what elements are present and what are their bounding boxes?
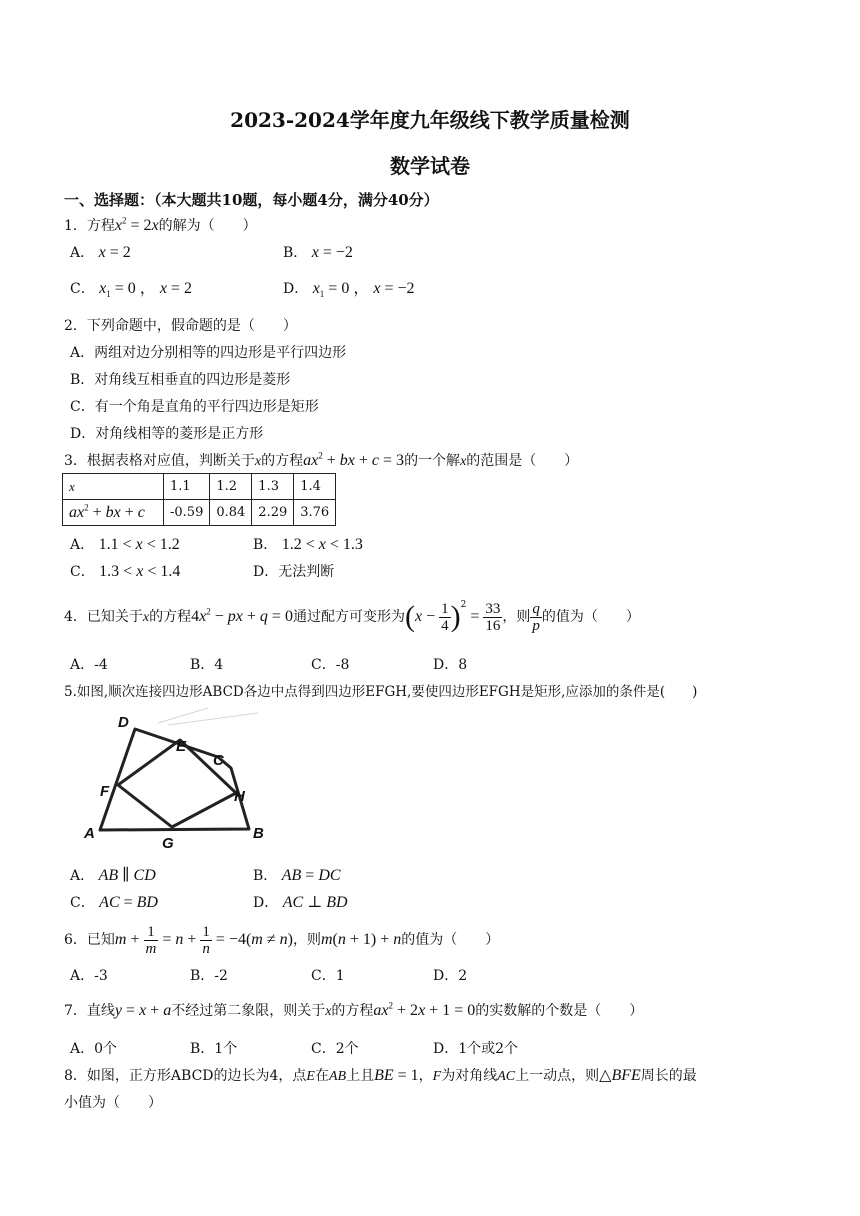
question-5-option-c[interactable]: C． AC = BD xyxy=(70,894,158,911)
question-6-option-b[interactable]: B．-2 xyxy=(190,968,228,984)
label-f: F xyxy=(100,783,110,800)
question-6-option-c[interactable]: C．1 xyxy=(311,968,345,984)
question-7-stem: 7．直线y = x + a不经过第二象限，则关于x的方程$ax^2 + 2x + 1 = 0$的实数解的个数是（ ） xyxy=(64,1000,644,1019)
question-6-stem: 6．已知m + $\frac{1}{m}$ = n + $\frac{1}{n}$ = −4(m ≠ n)，则m(n + 1) + n的值为（ ） xyxy=(64,923,500,957)
table-cell: 1.4 xyxy=(294,474,336,500)
question-6-option-a[interactable]: A．-3 xyxy=(70,968,108,984)
question-7-option-c[interactable]: C．2个 xyxy=(311,1041,359,1057)
question-7-option-d[interactable]: D．1个或2个 xyxy=(433,1041,519,1057)
label-d: D xyxy=(118,714,129,731)
question-1-option-a[interactable]: A． x = 2 xyxy=(70,244,131,261)
question-7-option-b[interactable]: B．1个 xyxy=(190,1041,238,1057)
question-5-option-b[interactable]: B． AB = DC xyxy=(253,867,341,884)
question-2-option-d[interactable]: D．对角线相等的菱形是正方形 xyxy=(70,426,264,442)
table-cell: -0.59 xyxy=(164,500,210,526)
page-subtitle: 数学试卷 xyxy=(390,154,470,178)
question-3-option-a[interactable]: A． 1.1 < x < 1.2 xyxy=(70,536,180,553)
table-header-x: x xyxy=(63,474,164,500)
question-5-option-a[interactable]: A． AB ∥ CD xyxy=(70,867,156,884)
table-row xyxy=(63,500,336,526)
label-e: E xyxy=(176,738,187,755)
table-cell: 1.1 xyxy=(164,474,210,500)
question-1-option-d[interactable]: D． $x_1 = 0$ ， x = −2 xyxy=(283,280,415,300)
question-3-stem: 3．根据表格对应值，判断关于x的方程$ax^2$ + bx + c = 3的一个解x的范围是（ ） xyxy=(64,450,579,469)
question-3-option-c[interactable]: C． 1.3 < x < 1.4 xyxy=(70,563,181,580)
label-h: H xyxy=(234,788,245,805)
table-cell: 2.29 xyxy=(252,500,294,526)
question-3-option-d[interactable]: D．无法判断 xyxy=(253,564,335,580)
table-cell: 1.3 xyxy=(252,474,294,500)
table-row xyxy=(63,474,336,500)
label-b: B xyxy=(253,825,264,842)
question-6-option-d[interactable]: D．2 xyxy=(433,968,468,984)
quadrilateral-figure xyxy=(68,703,278,853)
question-4-option-d[interactable]: D．8 xyxy=(433,657,468,673)
question-1-option-c[interactable]: C． $x_1 = 0$ ， x = 2 xyxy=(70,280,192,300)
table-cell: 0.84 xyxy=(210,500,252,526)
question-4-option-a[interactable]: A．-4 xyxy=(70,657,108,673)
table-cell: 3.76 xyxy=(294,500,336,526)
label-g: G xyxy=(162,835,174,852)
question-1-stem: 1．方程$x^2 = 2x$的解为（ ） xyxy=(64,215,257,234)
section-heading: 一、选择题：（本大题共10题，每小题4分，满分40分） xyxy=(64,191,439,209)
question-4-option-b[interactable]: B．4 xyxy=(190,657,224,673)
question-5-stem: 5.如图,顺次连接四边形ABCD各边中点得到四边形EFGH,要使四边形EFGH是矩形,应添加的条件是( ) xyxy=(64,684,698,700)
question-5-option-d[interactable]: D． AC ⊥ BD xyxy=(253,894,348,911)
question-4-stem: 4．已知关于x的方程$4x^2$ − px + q = 0通过配方可变形为(x − $\frac{1}{4}$ )$^2$ = $\frac{33}{16}$ ，则 $\frac{q}{p}$ 的值为（ ） xyxy=(64,600,640,634)
question-2-option-a[interactable]: A．两组对边分别相等的四边形是平行四边形 xyxy=(70,345,347,361)
question-4-option-c[interactable]: C．-8 xyxy=(311,657,350,673)
question-7-option-a[interactable]: A．0个 xyxy=(70,1041,118,1057)
question-2-stem: 2．下列命题中，假命题的是（ ） xyxy=(64,318,297,334)
question-2-option-b[interactable]: B．对角线互相垂直的四边形是菱形 xyxy=(70,372,291,388)
question-2-option-c[interactable]: C．有一个角是直角的平行四边形是矩形 xyxy=(70,399,319,415)
question-1-option-b[interactable]: B． x = −2 xyxy=(283,244,353,261)
label-c: C xyxy=(213,752,224,769)
value-table xyxy=(62,473,336,526)
question-3-option-b[interactable]: B． 1.2 < x < 1.3 xyxy=(253,536,363,553)
table-header-expression: $ax^2$ + bx + c xyxy=(63,500,164,526)
table-cell: 1.2 xyxy=(210,474,252,500)
label-a: A xyxy=(84,825,95,842)
page-title: 2023-2024学年度九年级线下教学质量检测 xyxy=(230,108,630,132)
question-8-stem-line-1: 8．如图，正方形ABCD的边长为4，点E在AB上且BE = 1，F为对角线AC上一动点，则△BFE周长的最 xyxy=(64,1067,697,1084)
question-8-stem-line-2: 小值为（ ） xyxy=(64,1095,162,1111)
